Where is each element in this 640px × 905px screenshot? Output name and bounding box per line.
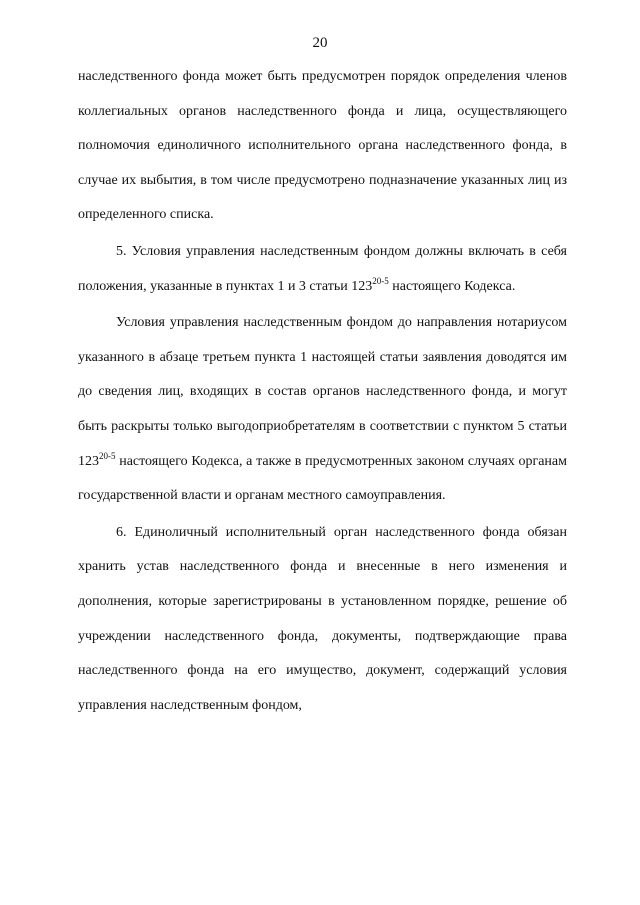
document-body — [78, 60, 567, 723]
paragraph-item-5 — [78, 235, 567, 304]
paragraph-text: настоящего Кодекса, а также в предусмотренных законом случаях органам государственной власти и органам местного самоуправления. — [78, 453, 567, 504]
paragraph-continuation — [78, 60, 567, 233]
page-number: 20 — [312, 35, 328, 51]
paragraph-text: 5. Условия управления наследственным фондом должны включать в себя положения, указанные в пунктах 1 и 3 статьи 123 — [78, 243, 567, 294]
paragraph-management-conditions — [78, 306, 567, 514]
paragraph-text: Условия управления наследственным фондом до направления нотариусом указанного в абзаце третьем пункта 1 настоящей статьи заявления доводятся им до сведения лиц, входящих в состав органов наследственного фонда, и могут быть раскрыты только выгодоприобретателям в соответствии с пунктом 5 статьи 123 — [78, 315, 567, 469]
paragraph-item-6 — [78, 516, 567, 724]
article-superscript: 20-5 — [99, 450, 116, 461]
article-superscript: 20-5 — [372, 275, 389, 286]
paragraph-text: наследственного фонда может быть предусмотрен порядок определения членов коллегиальных органов наследственного фонда и лица, осуществляющего полномочия единоличного исполнительного органа наследственного фонда, в случае их выбытия, в том числе предусмотрено подназначение указанных лиц из определенного списка. — [78, 69, 567, 223]
paragraph-text: 6. Единоличный исполнительный орган наследственного фонда обязан хранить устав наследственного фонда и внесенные в него изменения и дополнения, которые зарегистрированы в установленном порядке, решение об учреждении наследственного фонда, документы, подтверждающие права наследственного фонда на его имущество, документ, содержащий условия управления наследственным фондом, — [78, 524, 567, 713]
paragraph-text: настоящего Кодекса. — [388, 278, 516, 294]
